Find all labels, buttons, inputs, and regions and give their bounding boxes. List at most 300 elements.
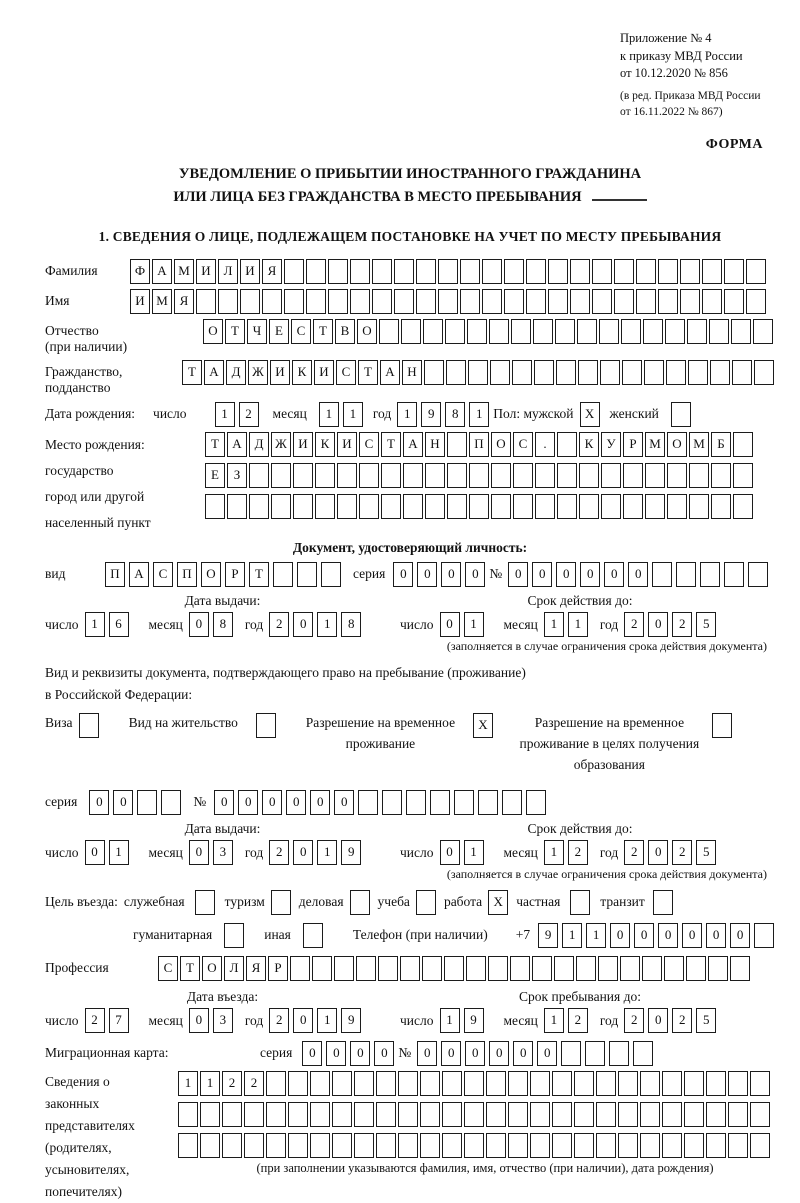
char-cell[interactable]: 0	[334, 790, 354, 815]
char-cell[interactable]	[554, 956, 574, 981]
char-cell[interactable]	[746, 289, 766, 314]
char-cell[interactable]: Т	[358, 360, 378, 385]
char-cell[interactable]	[526, 289, 546, 314]
char-cell[interactable]	[530, 1071, 550, 1096]
char-cell[interactable]	[222, 1133, 242, 1158]
char-cell[interactable]: М	[152, 289, 172, 314]
char-cell[interactable]	[178, 1133, 198, 1158]
char-cell[interactable]	[486, 1133, 506, 1158]
char-cell[interactable]	[321, 562, 341, 587]
char-cell[interactable]	[555, 319, 575, 344]
char-cell[interactable]	[403, 463, 423, 488]
checkbox-cell[interactable]	[416, 890, 436, 915]
char-cell[interactable]	[658, 259, 678, 284]
char-cell[interactable]	[711, 463, 731, 488]
char-cell[interactable]	[356, 956, 376, 981]
char-cell[interactable]	[354, 1102, 374, 1127]
char-cell[interactable]	[556, 360, 576, 385]
char-cell[interactable]	[328, 289, 348, 314]
char-cell[interactable]: 1	[544, 1008, 564, 1033]
char-cell[interactable]	[297, 562, 317, 587]
char-cell[interactable]: 0	[508, 562, 528, 587]
char-cell[interactable]: Л	[218, 259, 238, 284]
char-cell[interactable]: 8	[213, 612, 233, 637]
char-cell[interactable]	[359, 463, 379, 488]
char-cell[interactable]	[640, 1102, 660, 1127]
char-cell[interactable]	[244, 1133, 264, 1158]
char-cell[interactable]	[332, 1133, 352, 1158]
char-cell[interactable]	[444, 956, 464, 981]
char-cell[interactable]	[680, 259, 700, 284]
char-cell[interactable]	[467, 319, 487, 344]
char-cell[interactable]	[640, 1133, 660, 1158]
char-cell[interactable]	[354, 1071, 374, 1096]
char-cell[interactable]: О	[667, 432, 687, 457]
char-cell[interactable]	[420, 1133, 440, 1158]
char-cell[interactable]	[557, 463, 577, 488]
char-cell[interactable]	[600, 360, 620, 385]
char-cell[interactable]	[750, 1102, 770, 1127]
char-cell[interactable]: Д	[249, 432, 269, 457]
char-cell[interactable]: Ф	[130, 259, 150, 284]
char-cell[interactable]	[350, 289, 370, 314]
char-cell[interactable]: 1	[562, 923, 582, 948]
char-cell[interactable]	[442, 1133, 462, 1158]
char-cell[interactable]: Н	[402, 360, 422, 385]
char-cell[interactable]: М	[689, 432, 709, 457]
char-cell[interactable]: 0	[537, 1041, 557, 1066]
char-cell[interactable]: И	[293, 432, 313, 457]
char-cell[interactable]: П	[105, 562, 125, 587]
char-cell[interactable]: С	[513, 432, 533, 457]
char-cell[interactable]	[513, 463, 533, 488]
checkbox-cell[interactable]	[271, 890, 291, 915]
char-cell[interactable]: 0	[682, 923, 702, 948]
checkbox-cell[interactable]	[671, 402, 691, 427]
char-cell[interactable]	[293, 463, 313, 488]
char-cell[interactable]	[706, 1102, 726, 1127]
char-cell[interactable]	[205, 494, 225, 519]
char-cell[interactable]: О	[357, 319, 377, 344]
char-cell[interactable]: 1	[568, 612, 588, 637]
char-cell[interactable]	[446, 360, 466, 385]
char-cell[interactable]: 0	[648, 612, 668, 637]
char-cell[interactable]	[662, 1133, 682, 1158]
char-cell[interactable]: 9	[464, 1008, 484, 1033]
char-cell[interactable]	[578, 360, 598, 385]
char-cell[interactable]	[218, 289, 238, 314]
char-cell[interactable]: Т	[180, 956, 200, 981]
char-cell[interactable]	[178, 1102, 198, 1127]
char-cell[interactable]: 6	[109, 612, 129, 637]
char-cell[interactable]	[200, 1133, 220, 1158]
char-cell[interactable]: 0	[85, 840, 105, 865]
char-cell[interactable]	[244, 1102, 264, 1127]
char-cell[interactable]	[724, 259, 744, 284]
char-cell[interactable]: 2	[624, 840, 644, 865]
char-cell[interactable]	[709, 319, 729, 344]
char-cell[interactable]	[508, 1102, 528, 1127]
char-cell[interactable]	[621, 319, 641, 344]
char-cell[interactable]: 0	[441, 1041, 461, 1066]
char-cell[interactable]: 5	[696, 840, 716, 865]
checkbox-cell[interactable]	[653, 890, 673, 915]
char-cell[interactable]	[645, 463, 665, 488]
char-cell[interactable]: О	[201, 562, 221, 587]
checkbox-cell[interactable]: X	[488, 890, 508, 915]
char-cell[interactable]	[552, 1102, 572, 1127]
char-cell[interactable]	[577, 319, 597, 344]
char-cell[interactable]	[512, 360, 532, 385]
char-cell[interactable]: 5	[696, 612, 716, 637]
char-cell[interactable]	[689, 494, 709, 519]
char-cell[interactable]	[548, 259, 568, 284]
char-cell[interactable]: 1	[85, 612, 105, 637]
char-cell[interactable]	[645, 494, 665, 519]
char-cell[interactable]: 2	[244, 1071, 264, 1096]
char-cell[interactable]	[728, 1071, 748, 1096]
char-cell[interactable]	[284, 289, 304, 314]
char-cell[interactable]: 0	[658, 923, 678, 948]
char-cell[interactable]	[447, 494, 467, 519]
char-cell[interactable]: 0	[634, 923, 654, 948]
char-cell[interactable]	[662, 1071, 682, 1096]
char-cell[interactable]: С	[291, 319, 311, 344]
char-cell[interactable]	[618, 1071, 638, 1096]
char-cell[interactable]: Б	[711, 432, 731, 457]
char-cell[interactable]	[378, 956, 398, 981]
char-cell[interactable]: Т	[381, 432, 401, 457]
char-cell[interactable]: И	[196, 259, 216, 284]
char-cell[interactable]	[618, 1133, 638, 1158]
char-cell[interactable]	[310, 1133, 330, 1158]
char-cell[interactable]	[337, 494, 357, 519]
char-cell[interactable]	[266, 1102, 286, 1127]
char-cell[interactable]: А	[380, 360, 400, 385]
char-cell[interactable]	[423, 319, 443, 344]
char-cell[interactable]	[706, 1071, 726, 1096]
char-cell[interactable]: И	[337, 432, 357, 457]
char-cell[interactable]: 9	[341, 840, 361, 865]
char-cell[interactable]	[394, 289, 414, 314]
char-cell[interactable]: 1	[200, 1071, 220, 1096]
char-cell[interactable]: К	[292, 360, 312, 385]
char-cell[interactable]: 9	[341, 1008, 361, 1033]
char-cell[interactable]: 9	[538, 923, 558, 948]
char-cell[interactable]	[310, 1102, 330, 1127]
char-cell[interactable]	[240, 289, 260, 314]
char-cell[interactable]	[266, 1071, 286, 1096]
char-cell[interactable]	[438, 259, 458, 284]
char-cell[interactable]: 0	[604, 562, 624, 587]
char-cell[interactable]	[533, 319, 553, 344]
char-cell[interactable]: М	[174, 259, 194, 284]
checkbox-cell[interactable]	[303, 923, 323, 948]
char-cell[interactable]: П	[469, 432, 489, 457]
char-cell[interactable]: 0	[374, 1041, 394, 1066]
char-cell[interactable]: 0	[648, 1008, 668, 1033]
char-cell[interactable]	[513, 494, 533, 519]
char-cell[interactable]: 0	[189, 1008, 209, 1033]
char-cell[interactable]	[552, 1133, 572, 1158]
char-cell[interactable]	[702, 259, 722, 284]
char-cell[interactable]: О	[202, 956, 222, 981]
char-cell[interactable]	[359, 494, 379, 519]
char-cell[interactable]	[535, 463, 555, 488]
char-cell[interactable]	[510, 956, 530, 981]
char-cell[interactable]	[464, 1102, 484, 1127]
char-cell[interactable]	[664, 956, 684, 981]
char-cell[interactable]	[636, 259, 656, 284]
char-cell[interactable]: Т	[225, 319, 245, 344]
char-cell[interactable]	[620, 956, 640, 981]
char-cell[interactable]	[665, 319, 685, 344]
char-cell[interactable]	[574, 1071, 594, 1096]
char-cell[interactable]: 2	[568, 1008, 588, 1033]
char-cell[interactable]	[460, 259, 480, 284]
char-cell[interactable]: 0	[417, 562, 437, 587]
char-cell[interactable]	[490, 360, 510, 385]
char-cell[interactable]	[306, 289, 326, 314]
char-cell[interactable]: 0	[310, 790, 330, 815]
char-cell[interactable]	[526, 790, 546, 815]
char-cell[interactable]	[640, 1071, 660, 1096]
char-cell[interactable]	[469, 463, 489, 488]
char-cell[interactable]	[358, 790, 378, 815]
char-cell[interactable]	[502, 790, 522, 815]
char-cell[interactable]	[200, 1102, 220, 1127]
char-cell[interactable]	[394, 259, 414, 284]
char-cell[interactable]	[684, 1102, 704, 1127]
char-cell[interactable]: 2	[222, 1071, 242, 1096]
char-cell[interactable]	[596, 1133, 616, 1158]
char-cell[interactable]	[464, 1071, 484, 1096]
char-cell[interactable]: 1	[397, 402, 417, 427]
char-cell[interactable]	[482, 289, 502, 314]
char-cell[interactable]	[381, 494, 401, 519]
char-cell[interactable]: 0	[465, 562, 485, 587]
char-cell[interactable]	[724, 289, 744, 314]
char-cell[interactable]	[599, 319, 619, 344]
char-cell[interactable]: С	[153, 562, 173, 587]
char-cell[interactable]: А	[152, 259, 172, 284]
char-cell[interactable]	[398, 1102, 418, 1127]
char-cell[interactable]	[754, 360, 774, 385]
char-cell[interactable]	[466, 956, 486, 981]
char-cell[interactable]	[676, 562, 696, 587]
char-cell[interactable]	[398, 1133, 418, 1158]
char-cell[interactable]: 0	[465, 1041, 485, 1066]
char-cell[interactable]: У	[601, 432, 621, 457]
char-cell[interactable]	[288, 1071, 308, 1096]
char-cell[interactable]: 2	[568, 840, 588, 865]
char-cell[interactable]	[710, 360, 730, 385]
char-cell[interactable]	[746, 259, 766, 284]
char-cell[interactable]	[381, 463, 401, 488]
char-cell[interactable]	[552, 1071, 572, 1096]
char-cell[interactable]	[468, 360, 488, 385]
char-cell[interactable]	[249, 463, 269, 488]
char-cell[interactable]	[315, 463, 335, 488]
char-cell[interactable]	[161, 790, 181, 815]
char-cell[interactable]	[271, 463, 291, 488]
char-cell[interactable]: 0	[417, 1041, 437, 1066]
char-cell[interactable]	[753, 319, 773, 344]
char-cell[interactable]	[592, 259, 612, 284]
char-cell[interactable]: Т	[182, 360, 202, 385]
char-cell[interactable]: Р	[623, 432, 643, 457]
char-cell[interactable]: 1	[319, 402, 339, 427]
char-cell[interactable]	[424, 360, 444, 385]
char-cell[interactable]: 0	[293, 840, 313, 865]
char-cell[interactable]: 1	[469, 402, 489, 427]
char-cell[interactable]	[618, 1102, 638, 1127]
char-cell[interactable]	[596, 1071, 616, 1096]
char-cell[interactable]	[574, 1133, 594, 1158]
char-cell[interactable]	[733, 463, 753, 488]
char-cell[interactable]	[482, 259, 502, 284]
char-cell[interactable]	[425, 494, 445, 519]
char-cell[interactable]: 9	[421, 402, 441, 427]
char-cell[interactable]: 2	[239, 402, 259, 427]
char-cell[interactable]	[574, 1102, 594, 1127]
char-cell[interactable]: З	[227, 463, 247, 488]
char-cell[interactable]: 2	[85, 1008, 105, 1033]
checkbox-cell[interactable]: X	[473, 713, 493, 738]
char-cell[interactable]: 7	[109, 1008, 129, 1033]
char-cell[interactable]	[530, 1102, 550, 1127]
char-cell[interactable]	[508, 1071, 528, 1096]
char-cell[interactable]: 1	[464, 840, 484, 865]
char-cell[interactable]	[680, 289, 700, 314]
char-cell[interactable]	[249, 494, 269, 519]
char-cell[interactable]: И	[130, 289, 150, 314]
char-cell[interactable]	[442, 1102, 462, 1127]
char-cell[interactable]: 2	[624, 612, 644, 637]
char-cell[interactable]	[293, 494, 313, 519]
char-cell[interactable]	[425, 463, 445, 488]
char-cell[interactable]	[401, 319, 421, 344]
char-cell[interactable]: 0	[393, 562, 413, 587]
char-cell[interactable]: 0	[189, 612, 209, 637]
char-cell[interactable]	[469, 494, 489, 519]
char-cell[interactable]	[486, 1102, 506, 1127]
char-cell[interactable]	[288, 1133, 308, 1158]
checkbox-cell[interactable]	[712, 713, 732, 738]
char-cell[interactable]: С	[158, 956, 178, 981]
char-cell[interactable]	[406, 790, 426, 815]
char-cell[interactable]	[454, 790, 474, 815]
char-cell[interactable]	[576, 956, 596, 981]
char-cell[interactable]	[652, 562, 672, 587]
char-cell[interactable]	[430, 790, 450, 815]
char-cell[interactable]: 0	[350, 1041, 370, 1066]
char-cell[interactable]: С	[336, 360, 356, 385]
char-cell[interactable]: 0	[532, 562, 552, 587]
char-cell[interactable]	[376, 1102, 396, 1127]
char-cell[interactable]: 1	[464, 612, 484, 637]
char-cell[interactable]	[416, 289, 436, 314]
char-cell[interactable]: 0	[189, 840, 209, 865]
checkbox-cell[interactable]	[79, 713, 99, 738]
char-cell[interactable]	[622, 360, 642, 385]
char-cell[interactable]: 2	[672, 1008, 692, 1033]
char-cell[interactable]: Д	[226, 360, 246, 385]
char-cell[interactable]	[464, 1133, 484, 1158]
char-cell[interactable]: 0	[293, 1008, 313, 1033]
char-cell[interactable]	[354, 1133, 374, 1158]
char-cell[interactable]: Т	[249, 562, 269, 587]
checkbox-cell[interactable]	[256, 713, 276, 738]
char-cell[interactable]: Я	[174, 289, 194, 314]
char-cell[interactable]	[570, 259, 590, 284]
char-cell[interactable]	[420, 1071, 440, 1096]
char-cell[interactable]	[667, 463, 687, 488]
char-cell[interactable]: 2	[672, 840, 692, 865]
char-cell[interactable]	[511, 319, 531, 344]
char-cell[interactable]: И	[240, 259, 260, 284]
char-cell[interactable]: А	[403, 432, 423, 457]
char-cell[interactable]	[376, 1071, 396, 1096]
char-cell[interactable]: А	[227, 432, 247, 457]
char-cell[interactable]	[643, 319, 663, 344]
char-cell[interactable]	[750, 1071, 770, 1096]
char-cell[interactable]: О	[203, 319, 223, 344]
char-cell[interactable]	[687, 319, 707, 344]
char-cell[interactable]: В	[335, 319, 355, 344]
char-cell[interactable]	[491, 494, 511, 519]
char-cell[interactable]	[633, 1041, 653, 1066]
char-cell[interactable]	[711, 494, 731, 519]
char-cell[interactable]	[290, 956, 310, 981]
checkbox-cell[interactable]	[350, 890, 370, 915]
char-cell[interactable]	[570, 289, 590, 314]
char-cell[interactable]: 0	[262, 790, 282, 815]
char-cell[interactable]	[532, 956, 552, 981]
char-cell[interactable]: 0	[302, 1041, 322, 1066]
char-cell[interactable]: К	[315, 432, 335, 457]
char-cell[interactable]	[332, 1102, 352, 1127]
char-cell[interactable]	[733, 432, 753, 457]
char-cell[interactable]	[222, 1102, 242, 1127]
char-cell[interactable]: 0	[730, 923, 750, 948]
char-cell[interactable]: 0	[441, 562, 461, 587]
char-cell[interactable]	[557, 432, 577, 457]
char-cell[interactable]	[662, 1102, 682, 1127]
char-cell[interactable]	[488, 956, 508, 981]
char-cell[interactable]	[262, 289, 282, 314]
char-cell[interactable]	[273, 562, 293, 587]
char-cell[interactable]: М	[645, 432, 665, 457]
char-cell[interactable]: 0	[286, 790, 306, 815]
char-cell[interactable]: 1	[215, 402, 235, 427]
char-cell[interactable]	[601, 463, 621, 488]
char-cell[interactable]: П	[177, 562, 197, 587]
char-cell[interactable]	[609, 1041, 629, 1066]
char-cell[interactable]: О	[491, 432, 511, 457]
char-cell[interactable]	[686, 956, 706, 981]
char-cell[interactable]: 1	[317, 612, 337, 637]
char-cell[interactable]	[491, 463, 511, 488]
char-cell[interactable]	[403, 494, 423, 519]
char-cell[interactable]: Р	[268, 956, 288, 981]
char-cell[interactable]: 1	[440, 1008, 460, 1033]
char-cell[interactable]: 8	[341, 612, 361, 637]
char-cell[interactable]: 5	[696, 1008, 716, 1033]
char-cell[interactable]	[306, 259, 326, 284]
char-cell[interactable]	[535, 494, 555, 519]
char-cell[interactable]: 1	[317, 840, 337, 865]
